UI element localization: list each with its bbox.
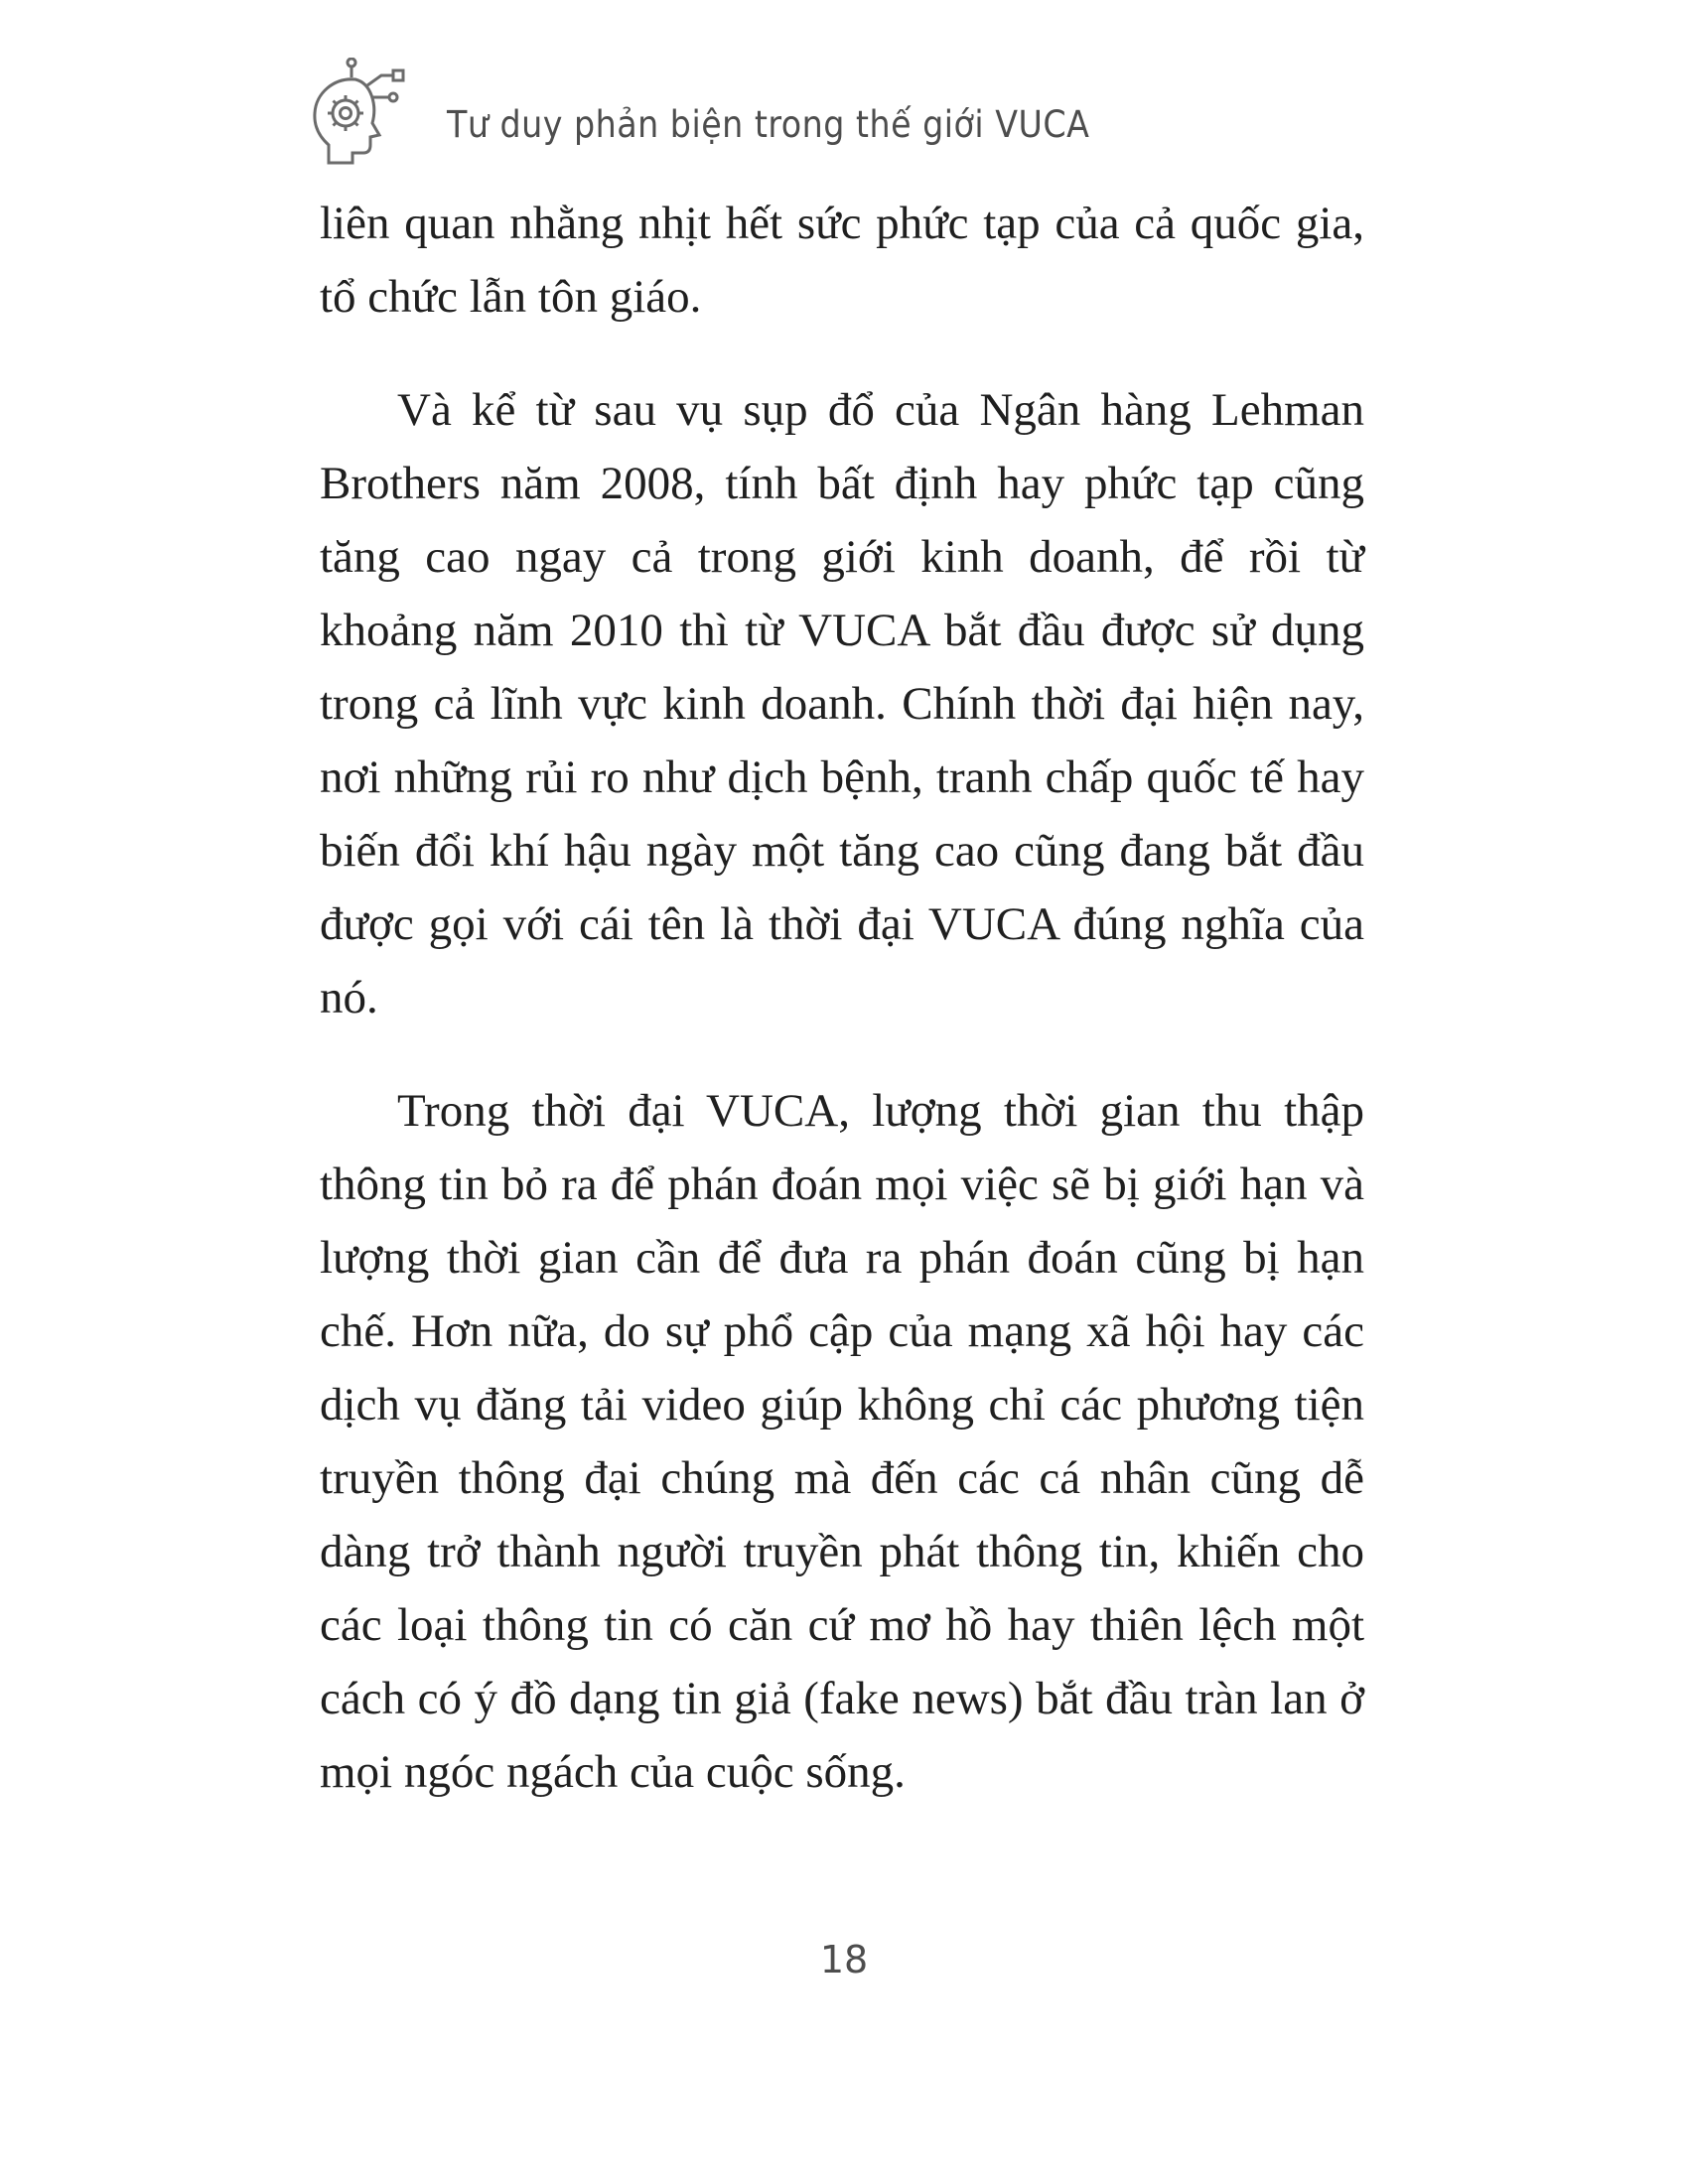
- page-header: [290, 58, 1089, 185]
- head-gear-circuit-icon: [290, 58, 419, 185]
- paragraph: Và kể từ sau vụ sụp đổ của Ngân hàng Lehman Brothers năm 2008, tính bất định hay phức tạp cũng tăng cao ngay cả trong giới kinh doanh, để rồi từ khoảng năm 2010 thì từ VUCA bắt đầu được sử dụng trong cả lĩnh vực kinh doanh. Chính thời đại hiện nay, nơi những rủi ro như dịch bệnh, tranh chấp quốc tế hay biến đổi khí hậu ngày một tăng cao cũng đang bắt đầu được gọi với cái tên là thời đại VUCA đúng nghĩa của nó.: [320, 384, 1364, 1024]
- page-number: 18: [819, 1938, 869, 1981]
- book-title: Tư duy phản biện trong thế giới VUCA: [447, 102, 1090, 146]
- page-content: [320, 187, 1364, 1848]
- paragraph: liên quan nhằng nhịt hết sức phức tạp của cả quốc gia, tổ chức lẫn tôn giáo.: [320, 198, 1364, 323]
- paragraph: Trong thời đại VUCA, lượng thời gian thu thập thông tin bỏ ra để phán đoán mọi việc sẽ bị giới hạn và lượng thời gian cần để đưa ra phán đoán cũng bị hạn chế. Hơn nữa, do sự phổ cập của mạng xã hội hay các dịch vụ đăng tải video giúp không chỉ các phương tiện truyền thông đại chúng mà đến các cá nhân cũng dễ dàng trở thành người truyền phát thông tin, khiến cho các loại thông tin có căn cứ mơ hồ hay thiên lệch một cách có ý đồ dạng tin giả (fake news) bắt đầu tràn lan ở mọi ngóc ngách của cuộc sống.: [320, 1085, 1364, 1798]
